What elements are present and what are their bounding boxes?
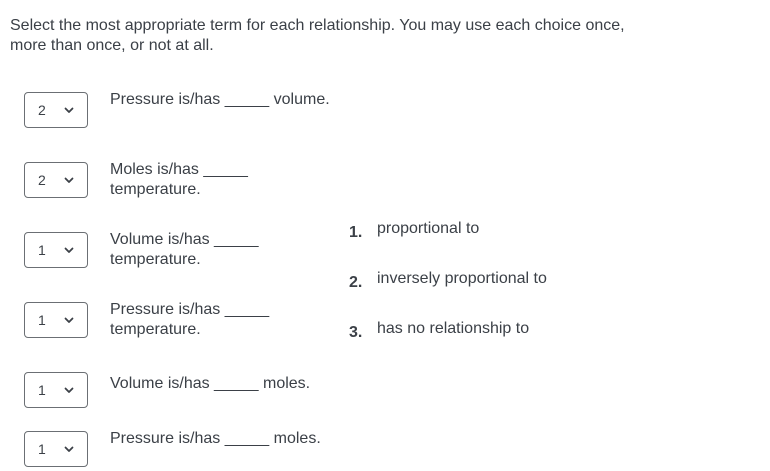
choice-label: has no relationship to — [377, 320, 530, 337]
answer-select-5[interactable] — [24, 372, 88, 408]
relationship-prompt: Pressure is/has _____ volume. — [110, 91, 330, 108]
answer-select-6[interactable] — [24, 431, 88, 467]
selected-value: 2 — [38, 102, 46, 118]
relationship-prompt: Pressure is/has _____ temperature. — [110, 301, 270, 338]
choice-label: inversely proportional to — [377, 270, 547, 287]
relationship-prompt: Moles is/has _____ temperature. — [110, 161, 248, 198]
selected-value: 1 — [38, 242, 46, 258]
answer-select-4[interactable] — [24, 302, 88, 338]
choice-label: proportional to — [377, 220, 480, 237]
choice-number: 2. — [349, 274, 363, 291]
relationship-prompt: Pressure is/has _____ moles. — [110, 430, 321, 447]
chevron-down-icon — [63, 174, 75, 186]
chevron-down-icon — [63, 244, 75, 256]
choice-item-2 — [349, 269, 547, 289]
selected-value: 1 — [38, 382, 46, 398]
chevron-down-icon — [63, 104, 75, 116]
answer-select-2[interactable] — [24, 162, 88, 198]
relationship-prompt: Volume is/has _____ moles. — [110, 375, 311, 392]
instructions-text: Select the most appropriate term for each relationship. You may use each choice once, more than once, or not at all. — [10, 17, 625, 54]
choice-item-1 — [349, 219, 479, 239]
chevron-down-icon — [63, 443, 75, 455]
selected-value: 1 — [38, 312, 46, 328]
selected-value: 2 — [38, 172, 46, 188]
chevron-down-icon — [63, 314, 75, 326]
choice-number: 1. — [349, 224, 363, 241]
answer-select-3[interactable] — [24, 232, 88, 268]
relationship-prompt: Volume is/has _____ temperature. — [110, 231, 259, 268]
answer-select-1[interactable] — [24, 92, 88, 128]
choice-number: 3. — [349, 324, 363, 341]
selected-value: 1 — [38, 441, 46, 457]
chevron-down-icon — [63, 384, 75, 396]
choice-item-3 — [349, 319, 529, 339]
